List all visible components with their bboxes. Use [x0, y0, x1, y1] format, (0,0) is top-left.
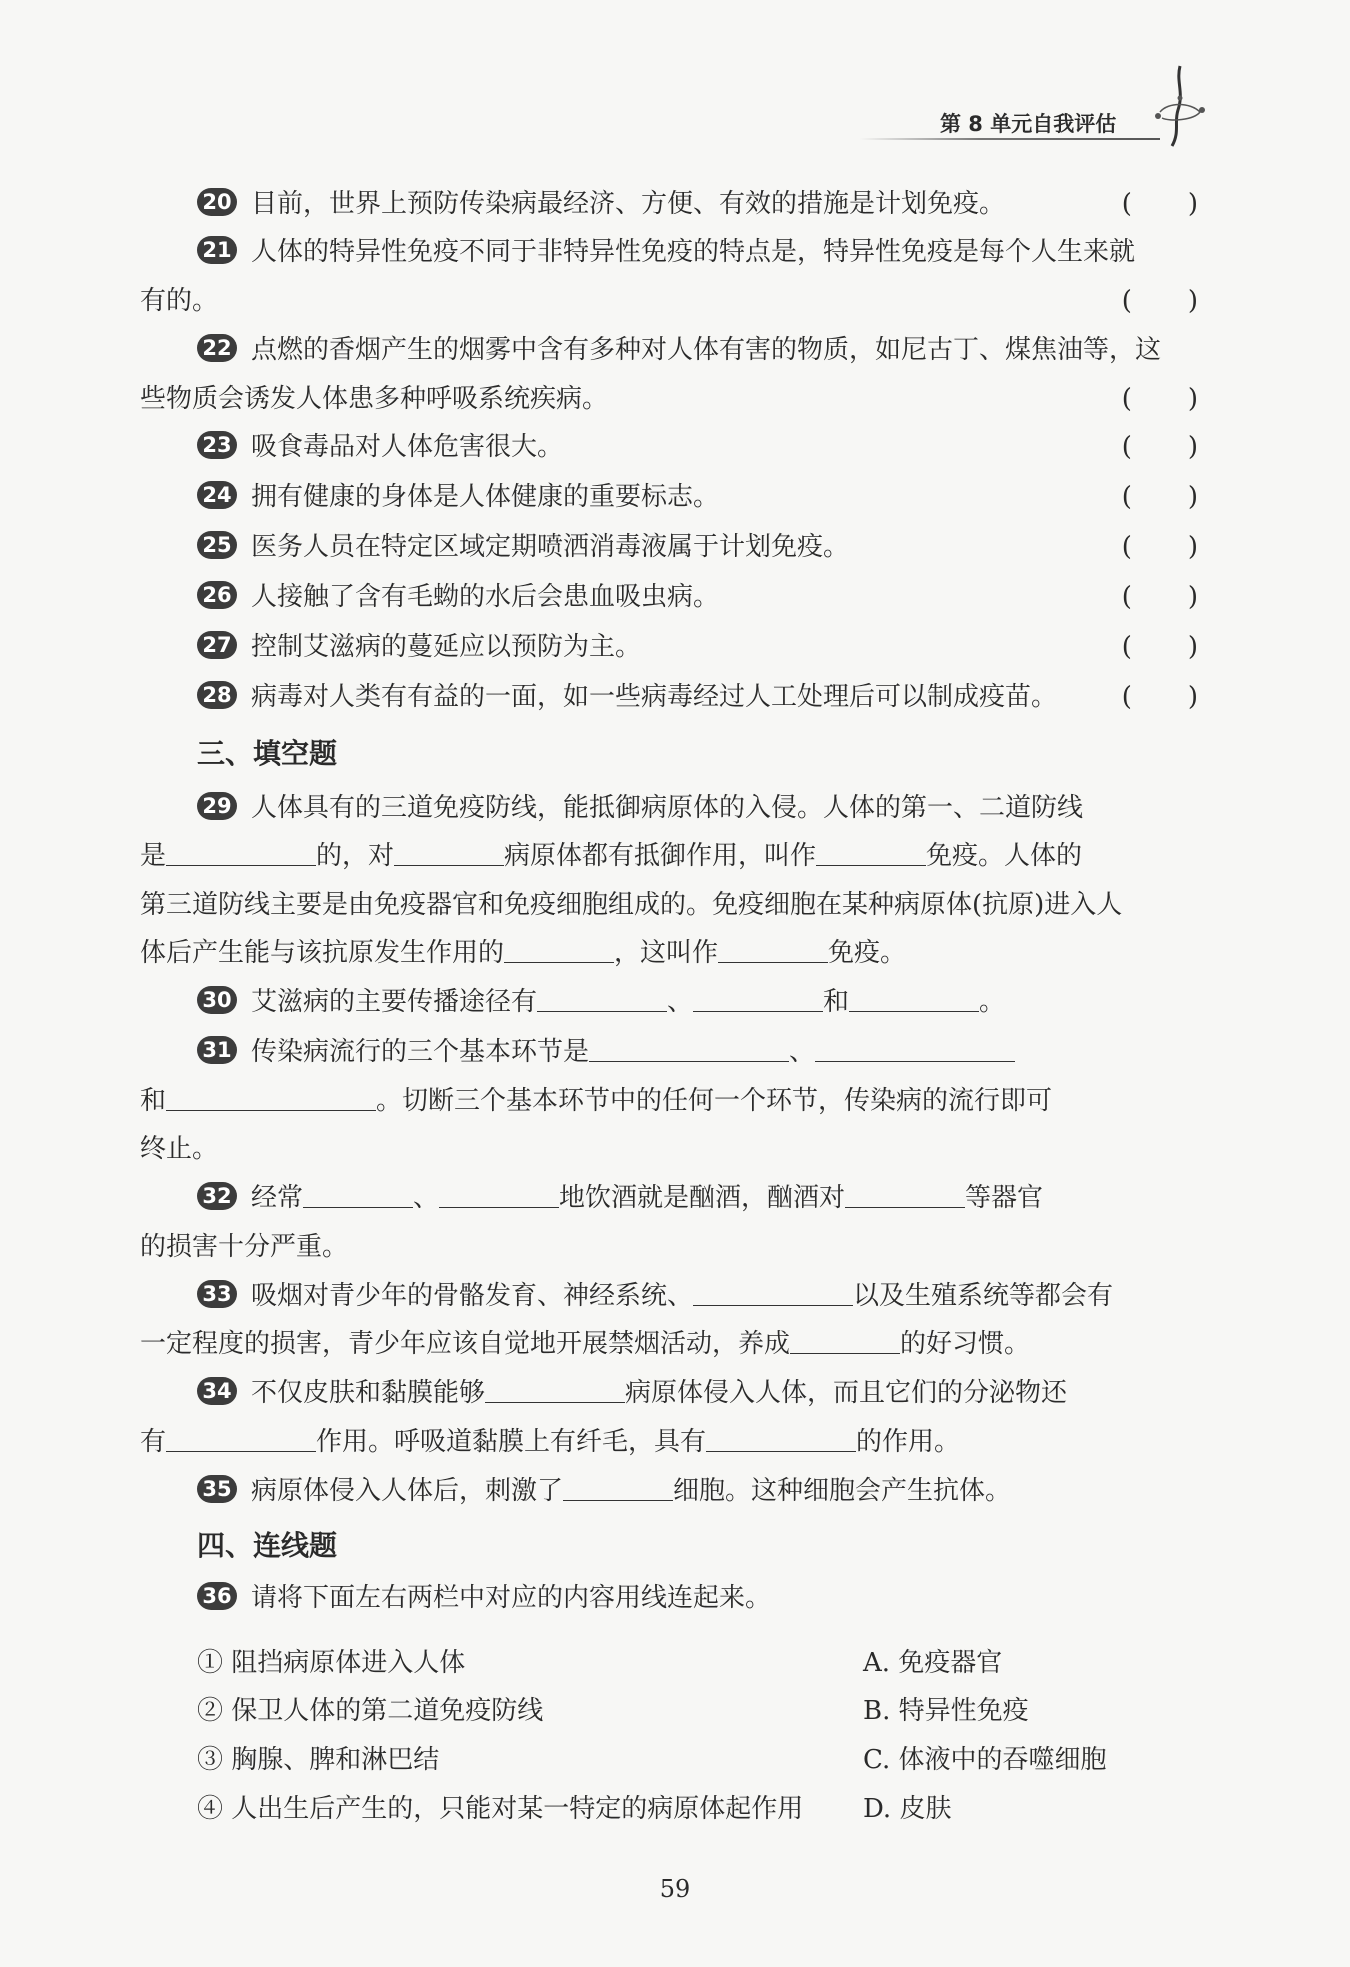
- question-text: 医务人员在特定区域定期喷洒消毒液属于计划免疫。: [251, 532, 850, 562]
- question-number: 29: [197, 792, 237, 820]
- question-number: 20: [197, 188, 237, 216]
- question-number: 26: [197, 581, 237, 609]
- question-text: 的好习惯。: [900, 1329, 1031, 1359]
- question-text: 请将下面左右两栏中对应的内容用线连起来。: [251, 1583, 772, 1613]
- question-text: 和: [140, 1086, 167, 1116]
- answer-paren[interactable]: ( ): [1121, 286, 1200, 316]
- question-text: 有: [140, 1427, 167, 1457]
- question-text: 有的。: [140, 286, 219, 316]
- question-number: 21: [197, 236, 237, 264]
- question-text: 吸食毒品对人体危害很大。: [251, 432, 564, 462]
- section-title-fill-in: 三、填空题: [197, 737, 338, 770]
- answer-paren[interactable]: ( ): [1121, 682, 1200, 712]
- question-text: 病原体都有抵御作用，叫作: [504, 841, 817, 871]
- answer-blank[interactable]: [706, 1425, 856, 1452]
- question-text: 拥有健康的身体是人体健康的重要标志。: [251, 482, 720, 512]
- question-29-line3: [140, 887, 1200, 923]
- question-text: 地饮酒就是酗酒，酗酒对: [559, 1183, 846, 1213]
- match-right-item[interactable]: D. 皮肤: [863, 1794, 952, 1824]
- match-right-item[interactable]: B. 特异性免疫: [863, 1696, 1029, 1726]
- question-text: 免疫。: [828, 938, 907, 968]
- question-number: 22: [197, 334, 237, 362]
- question-28: [197, 679, 1200, 715]
- question-22-line2: [140, 381, 1200, 417]
- answer-blank[interactable]: [816, 839, 926, 866]
- question-20: [197, 186, 1200, 222]
- question-34-line2: [140, 1424, 1200, 1460]
- question-number: 27: [197, 631, 237, 659]
- question-text: 一定程度的损害，青少年应该自觉地开展禁烟活动，养成: [140, 1329, 791, 1359]
- question-text: 细胞。这种细胞会产生抗体。: [673, 1476, 1012, 1506]
- question-text: 。: [979, 987, 1006, 1017]
- answer-blank[interactable]: [693, 1279, 853, 1306]
- question-text: 人体的特异性免疫不同于非特异性免疫的特点是，特异性免疫是每个人生来就: [251, 237, 1136, 267]
- answer-blank[interactable]: [303, 1181, 413, 1208]
- answer-blank[interactable]: [849, 985, 979, 1012]
- question-text: 目前，世界上预防传染病最经济、方便、有效的措施是计划免疫。: [251, 189, 1006, 219]
- question-36: [197, 1580, 1200, 1616]
- question-32: [197, 1180, 1200, 1216]
- answer-paren[interactable]: ( ): [1121, 384, 1200, 414]
- question-number: 36: [197, 1582, 237, 1610]
- question-text: 传染病流行的三个基本环节是: [251, 1037, 590, 1067]
- question-29-line2: [140, 838, 1200, 874]
- question-number: 23: [197, 431, 237, 459]
- answer-paren[interactable]: ( ): [1121, 432, 1200, 462]
- question-29: [197, 790, 1200, 826]
- question-number: 34: [197, 1377, 237, 1405]
- unit-header-title: 第 8 单元自我评估: [940, 112, 1117, 136]
- question-27: [197, 629, 1200, 665]
- answer-blank[interactable]: [166, 1084, 376, 1111]
- question-text: 的损害十分严重。: [140, 1232, 349, 1262]
- answer-paren[interactable]: ( ): [1121, 582, 1200, 612]
- question-text: 免疫。人体的: [926, 841, 1083, 871]
- question-text: 作用。呼吸道黏膜上有纤毛，具有: [316, 1427, 707, 1457]
- question-text: 人体具有的三道免疫防线，能抵御病原体的入侵。人体的第一、二道防线: [251, 793, 1084, 823]
- question-number: 35: [197, 1475, 237, 1503]
- question-number: 31: [197, 1036, 237, 1064]
- answer-blank[interactable]: [166, 839, 316, 866]
- question-33-line2: [140, 1326, 1200, 1362]
- question-text: 和: [823, 987, 850, 1017]
- answer-blank[interactable]: [693, 985, 823, 1012]
- answer-blank[interactable]: [563, 1474, 673, 1501]
- question-text: 经常: [251, 1183, 304, 1213]
- question-text: 吸烟对青少年的骨骼发育、神经系统、: [251, 1281, 694, 1311]
- question-29-line4: [140, 935, 1200, 971]
- question-text: 等器官: [965, 1183, 1044, 1213]
- match-left-item[interactable]: ① 阻挡病原体进入人体: [197, 1648, 466, 1678]
- answer-blank[interactable]: [504, 936, 614, 963]
- match-right-item[interactable]: C. 体液中的吞噬细胞: [863, 1745, 1107, 1775]
- question-text: 病原体侵入人体后，刺激了: [251, 1476, 564, 1506]
- question-26: [197, 579, 1200, 615]
- question-21-line2: [140, 283, 1200, 319]
- question-text: 不仅皮肤和黏膜能够: [251, 1378, 486, 1408]
- answer-blank[interactable]: [589, 1035, 789, 1062]
- answer-blank[interactable]: [485, 1376, 625, 1403]
- question-text: ，这叫作: [614, 938, 719, 968]
- question-number: 32: [197, 1182, 237, 1210]
- page-number: 59: [659, 1875, 691, 1903]
- question-35: [197, 1473, 1200, 1509]
- question-text: 体后产生能与该抗原发生作用的: [140, 938, 505, 968]
- question-text: 点燃的香烟产生的烟雾中含有多种对人体有害的物质，如尼古丁、煤焦油等，这: [251, 335, 1162, 365]
- answer-paren[interactable]: ( ): [1121, 632, 1200, 662]
- question-text: 病毒对人类有有益的一面，如一些病毒经过人工处理后可以制成疫苗。: [251, 682, 1058, 712]
- match-left-item[interactable]: ② 保卫人体的第二道免疫防线: [197, 1696, 544, 1726]
- match-left-item[interactable]: ③ 胸腺、脾和淋巴结: [197, 1745, 440, 1775]
- question-31: [197, 1034, 1200, 1070]
- answer-blank[interactable]: [394, 839, 504, 866]
- question-25: [197, 529, 1200, 565]
- question-number: 24: [197, 481, 237, 509]
- question-text: 是: [140, 841, 167, 871]
- answer-blank[interactable]: [166, 1425, 316, 1452]
- question-text: 的，对: [316, 841, 395, 871]
- question-text: 控制艾滋病的蔓延应以预防为主。: [251, 632, 642, 662]
- question-text: 以及生殖系统等都会有: [853, 1281, 1114, 1311]
- question-text: 、: [667, 987, 694, 1017]
- match-right-item[interactable]: A. 免疫器官: [863, 1648, 1003, 1678]
- question-text: 些物质会诱发人体患多种呼吸系统疾病。: [140, 384, 609, 414]
- answer-paren[interactable]: ( ): [1121, 532, 1200, 562]
- answer-blank[interactable]: [815, 1035, 1015, 1062]
- answer-paren[interactable]: ( ): [1121, 482, 1200, 512]
- answer-blank[interactable]: [845, 1181, 965, 1208]
- section-title-matching: 四、连线题: [197, 1529, 338, 1562]
- question-text: 、: [789, 1037, 816, 1067]
- answer-blank[interactable]: [439, 1181, 559, 1208]
- answer-blank[interactable]: [718, 936, 828, 963]
- question-24: [197, 479, 1200, 515]
- question-34: [197, 1375, 1200, 1411]
- question-21: [197, 234, 1200, 270]
- question-text: 第三道防线主要是由免疫器官和免疫细胞组成的。免疫细胞在某种病原体(抗原)进入人: [140, 890, 1123, 920]
- header-rule: [860, 138, 1160, 140]
- question-number: 30: [197, 986, 237, 1014]
- answer-blank[interactable]: [537, 985, 667, 1012]
- answer-blank[interactable]: [790, 1327, 900, 1354]
- question-text: 人接触了含有毛蚴的水后会患血吸虫病。: [251, 582, 720, 612]
- question-31-line2: [140, 1083, 1200, 1119]
- question-text: 、: [413, 1183, 440, 1213]
- question-23: [197, 429, 1200, 465]
- question-33: [197, 1278, 1200, 1314]
- question-31-line3: [140, 1131, 1200, 1167]
- question-number: 33: [197, 1280, 237, 1308]
- match-left-item[interactable]: ④ 人出生后产生的，只能对某一特定的病原体起作用: [197, 1794, 804, 1824]
- question-22: [197, 332, 1200, 368]
- question-text: 的作用。: [856, 1427, 961, 1457]
- question-30: [197, 984, 1200, 1020]
- question-number: 25: [197, 531, 237, 559]
- question-text: 病原体侵入人体，而且它们的分泌物还: [625, 1378, 1068, 1408]
- question-text: 终止。: [140, 1134, 219, 1164]
- question-32-line2: [140, 1229, 1200, 1265]
- question-text: 。切断三个基本环节中的任何一个环节，传染病的流行即可: [376, 1086, 1053, 1116]
- question-text: 艾滋病的主要传播途径有: [251, 987, 538, 1017]
- question-number: 28: [197, 681, 237, 709]
- answer-paren[interactable]: ( ): [1121, 189, 1200, 219]
